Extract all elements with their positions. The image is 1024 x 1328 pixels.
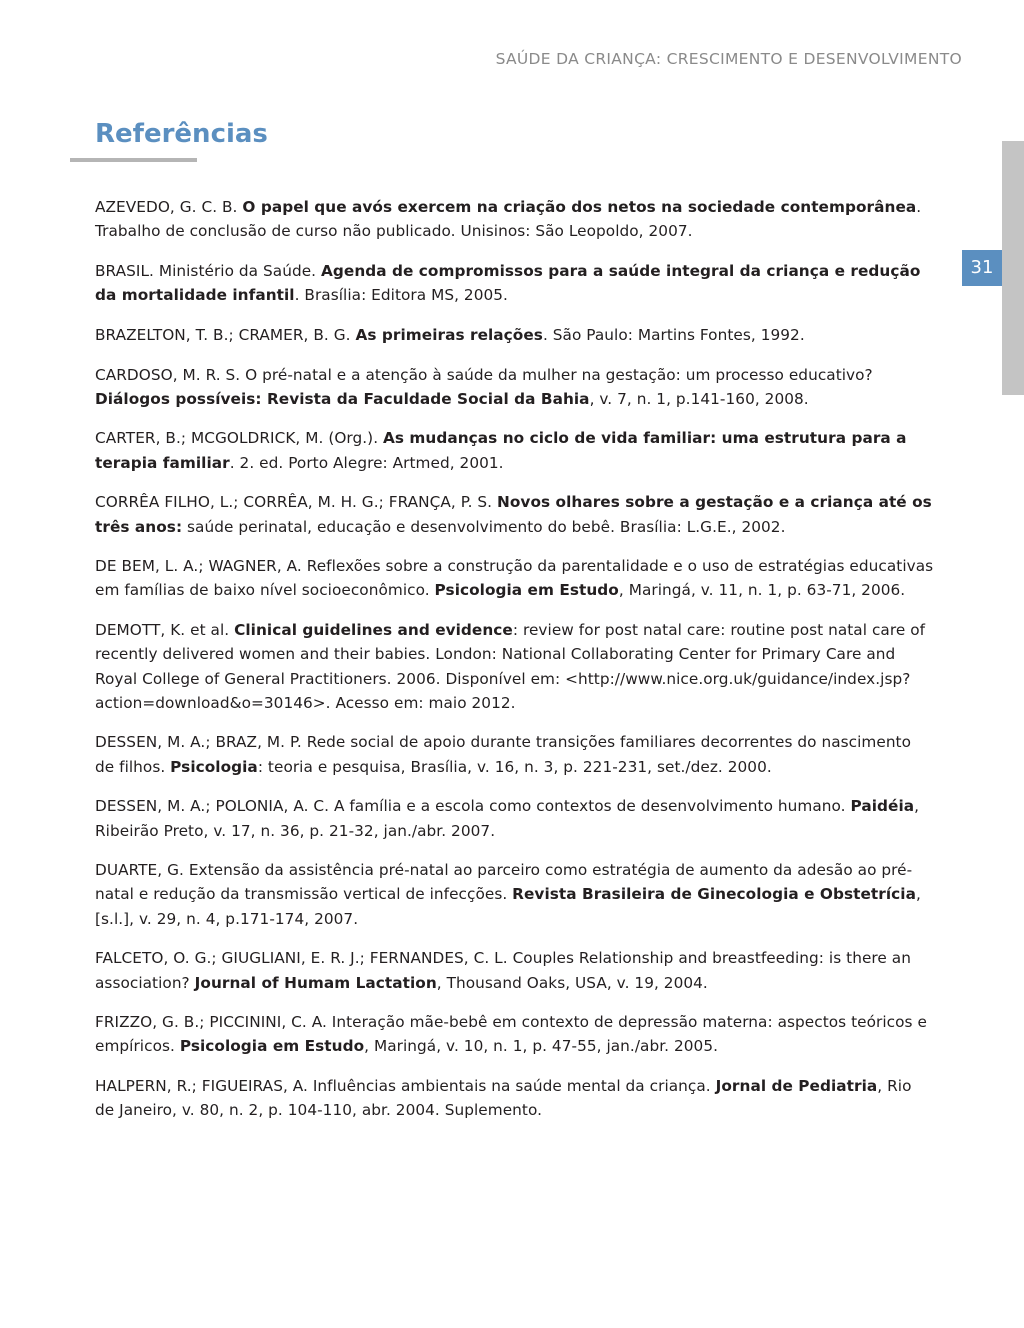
reference-entry — [95, 490, 935, 538]
reference-details: , Maringá, v. 11, n. 1, p. 63-71, 2006. — [618, 581, 906, 600]
reference-text: CARDOSO, M. R. S. O pré-natal e a atenção à saúde da mulher na gestação: um processo educativo? — [95, 365, 873, 384]
reference-entry — [95, 730, 935, 778]
reference-text: CARTER, B.; MCGOLDRICK, M. (Org.). — [95, 429, 384, 448]
reference-details: , Ribeirão Preto, v. 17, n. 36, p. 21-32, jan./abr. 2007. — [95, 797, 920, 840]
reference-title: Revista Brasileira de Ginecologia e Obstetrícia — [512, 885, 916, 904]
section-title: Referências — [95, 119, 268, 149]
reference-text: DESSEN, M. A.; POLONIA, A. C. A família e a escola como contextos de desenvolvimento humano. — [95, 797, 851, 816]
reference-details: , v. 7, n. 1, p.141-160, 2008. — [589, 389, 809, 408]
reference-entry — [95, 426, 935, 474]
reference-details: , Rio de Janeiro, v. 80, n. 2, p. 104-110, abr. 2004. Suplemento. — [95, 1077, 912, 1120]
reference-title: Paidéia — [850, 797, 915, 816]
reference-entry — [95, 554, 935, 602]
reference-text: BRAZELTON, T. B.; CRAMER, B. G. — [95, 325, 356, 344]
reference-entry — [95, 259, 935, 307]
reference-entry — [95, 363, 935, 411]
page-number: 31 — [962, 250, 1002, 286]
reference-text: DEMOTT, K. et al. — [95, 621, 235, 640]
reference-title: Jornal de Pediatria — [715, 1077, 878, 1096]
reference-text: DE BEM, L. A.; WAGNER, A. Reflexões sobre a construção da parentalidade e o uso de estratégias educativas em famílias de baixo nível socioeconômico. — [95, 557, 934, 600]
reference-title: Psicologia — [170, 757, 258, 776]
reference-details: . Brasília: Editora MS, 2005. — [294, 286, 508, 305]
reference-title: Diálogos possíveis: Revista da Faculdade Social da Bahia — [95, 389, 590, 408]
reference-entry — [95, 323, 935, 347]
reference-text: DESSEN, M. A.; BRAZ, M. P. Rede social de apoio durante transições familiares decorrentes do nascimento de filhos. — [95, 733, 912, 776]
reference-title: Psicologia em Estudo — [434, 581, 619, 600]
reference-entry — [95, 195, 935, 243]
reference-entry — [95, 858, 935, 931]
reference-entry — [95, 1074, 935, 1122]
running-header: SAÚDE DA CRIANÇA: CRESCIMENTO E DESENVOLVIMENTO — [495, 50, 962, 68]
reference-text: DUARTE, G. Extensão da assistência pré-natal ao parceiro como estratégia de aumento da adesão ao pré-natal e redução da transmissão vertical de infecções. — [95, 861, 913, 904]
reference-text: BRASIL. Ministério da Saúde. — [95, 261, 321, 280]
reference-title: Journal of Humam Lactation — [194, 973, 437, 992]
reference-title: As primeiras relações — [355, 325, 543, 344]
reference-details: saúde perinatal, educação e desenvolvimento do bebê. Brasília: L.G.E., 2002. — [182, 517, 786, 536]
reference-text: AZEVEDO, G. C. B. — [95, 198, 243, 216]
reference-entry — [95, 1010, 935, 1058]
reference-title: O papel que avós exercem na criação dos netos na sociedade contemporânea — [242, 198, 917, 216]
reference-title: Psicologia em Estudo — [179, 1037, 365, 1056]
reference-details: , Thousand Oaks, USA, v. 19, 2004. — [436, 973, 708, 992]
reference-text: FALCETO, O. G.; GIUGLIANI, E. R. J.; FERNANDES, C. L. Couples Relationship and breastfeeding: is there an association? — [95, 949, 911, 992]
reference-details: , Maringá, v. 10, n. 1, p. 47-55, jan./abr. 2005. — [364, 1037, 719, 1056]
reference-details: . São Paulo: Martins Fontes, 1992. — [542, 325, 805, 344]
reference-text: FRIZZO, G. B.; PICCININI, C. A. Interação mãe-bebê em contexto de depressão materna: aspectos teóricos e empíricos. — [95, 1013, 927, 1056]
reference-entry — [95, 618, 935, 715]
reference-title: As mudanças no ciclo de vida familiar: uma estrutura para a terapia familiar — [95, 429, 907, 472]
side-tab — [1002, 141, 1024, 395]
reference-details: . 2. ed. Porto Alegre: Artmed, 2001. — [229, 453, 504, 472]
reference-title: Agenda de compromissos para a saúde integral da criança e redução da mortalidade infantil — [95, 261, 921, 305]
reference-text: CORRÊA FILHO, L.; CORRÊA, M. H. G.; FRANÇA, P. S. — [95, 493, 498, 512]
reference-title: Novos olhares sobre a gestação e a criança até os três anos: — [95, 493, 932, 536]
reference-details: . Trabalho de conclusão de curso não publicado. Unisinos: São Leopoldo, 2007. — [95, 198, 922, 241]
reference-details: : review for post natal care: routine post natal care of recently delivered women and their babies. London: National Collaborating Center for Primary Care and Royal College of General Practitioners. 2006. Disponível em: <http://www.nice.org.uk/guidance/index.jsp?action=download&o=30146>. Acesso em: maio 2012. — [95, 621, 926, 712]
reference-list — [95, 195, 935, 1138]
reference-title: Clinical guidelines and evidence — [234, 621, 513, 640]
reference-entry — [95, 946, 935, 994]
title-underline — [70, 158, 197, 162]
reference-text: HALPERN, R.; FIGUEIRAS, A. Influências ambientais na saúde mental da criança. — [95, 1077, 716, 1096]
reference-details: : teoria e pesquisa, Brasília, v. 16, n. 3, p. 221-231, set./dez. 2000. — [257, 757, 772, 776]
reference-details: , [s.l.], v. 29, n. 4, p.171-174, 2007. — [95, 885, 921, 928]
reference-entry — [95, 794, 935, 842]
